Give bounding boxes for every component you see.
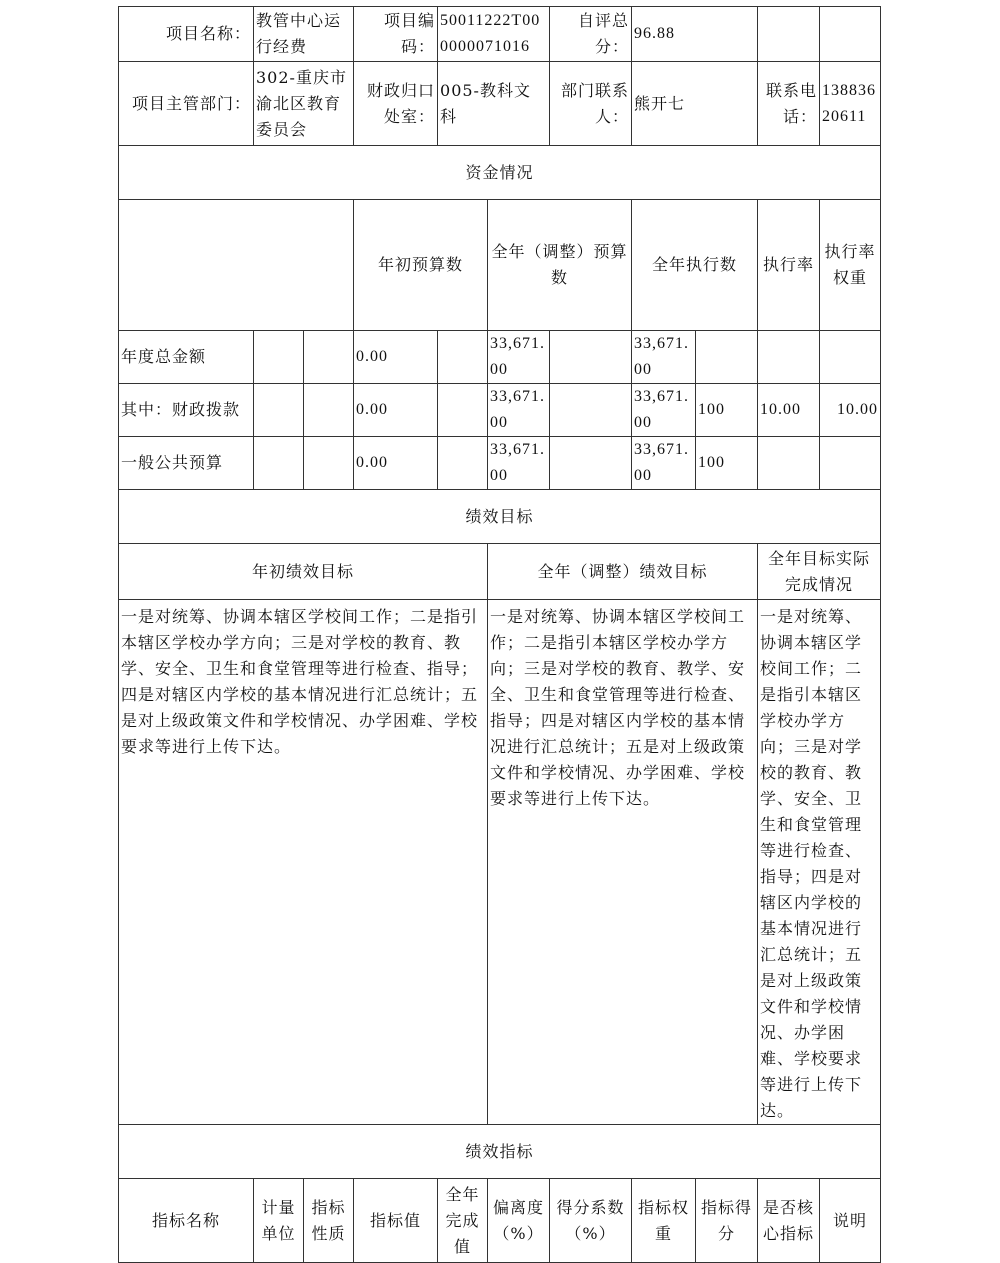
indicator-header-coefficient: 得分系数（%） [550,1179,632,1263]
info-row-1 [119,7,881,62]
funds-header-rate: 执行率 [758,200,820,331]
project-code-value: 50011222T000000071016 [438,7,550,62]
indicator-header-note: 说明 [820,1179,881,1263]
empty-cell [254,384,304,437]
performance-evaluation-form [118,6,881,1263]
goals-header-initial: 年初绩效目标 [119,544,488,600]
empty-cell [820,7,881,62]
dept-label: 项目主管部门： [119,62,254,146]
empty-cell [550,437,632,490]
goals-header-actual: 全年目标实际完成情况 [758,544,881,600]
empty-cell [438,331,488,384]
funds-executed: 33,671.00 [632,331,696,384]
indicator-header-unit: 计量单位 [254,1179,304,1263]
funds-header-row [119,200,881,331]
empty-cell [438,384,488,437]
funds-header-weight: 执行率权重 [820,200,881,331]
funds-weight [758,437,820,490]
score-label: 自评总分： [550,7,632,62]
indicator-header-core: 是否核心指标 [758,1179,820,1263]
funds-score [820,437,881,490]
project-name-value: 教管中心运行经费 [254,7,354,62]
funds-executed: 33,671.00 [632,384,696,437]
project-code-label: 项目编码： [354,7,438,62]
finance-value: 005-教科文科 [438,62,550,146]
funds-row-label: 一般公共预算 [119,437,254,490]
funds-rate: 100 [696,384,758,437]
empty-cell [438,437,488,490]
funds-section-title: 资金情况 [119,146,881,200]
indicator-header-nature: 指标性质 [304,1179,354,1263]
funds-score: 10.00 [820,384,881,437]
funds-row-label: 年度总金额 [119,331,254,384]
goals-section-title: 绩效目标 [119,490,881,544]
funds-header-executed: 全年执行数 [632,200,758,331]
goals-header-adjusted: 全年（调整）绩效目标 [488,544,758,600]
funds-adjusted: 33,671.00 [488,384,550,437]
finance-label: 财政归口处室： [354,62,438,146]
funds-header-adjusted: 全年（调整）预算数 [488,200,632,331]
contact-label: 部门联系人： [550,62,632,146]
funds-rate [696,331,758,384]
phone-value: 13883620611 [820,62,881,146]
indicator-header-score: 指标得分 [696,1179,758,1263]
indicator-header-completed: 全年完成值 [438,1179,488,1263]
funds-row [119,331,881,384]
funds-initial: 0.00 [354,331,438,384]
funds-weight [758,331,820,384]
indicators-section-title: 绩效指标 [119,1125,881,1179]
empty-cell [304,331,354,384]
goals-content-row [119,600,881,1125]
goals-adjusted-text: 一是对统筹、协调本辖区学校间工作；二是指引本辖区学校办学方向；三是对学校的教育、教学、安全、卫生和食堂管理等进行检查、指导；四是对辖区内学校的基本情况进行汇总统计；五是对上级政策文件和学校情况、办学困难、学校要求等进行上传下达。 [488,600,758,1125]
empty-cell [304,437,354,490]
funds-initial: 0.00 [354,437,438,490]
empty-cell [254,437,304,490]
indicator-header-value: 指标值 [354,1179,438,1263]
funds-weight: 10.00 [758,384,820,437]
empty-cell [304,384,354,437]
empty-cell [758,7,820,62]
funds-row [119,437,881,490]
info-row-2 [119,62,881,146]
indicator-header-name: 指标名称 [119,1179,254,1263]
indicators-header-row [119,1179,881,1263]
goals-actual-text: 一是对统筹、协调本辖区学校间工作；二是指引本辖区学校办学方向；三是对学校的教育、教学、安全、卫生和食堂管理等进行检查、指导；四是对辖区内学校的基本情况进行汇总统计；五是对上级政策文件和学校情况、办学困难、学校要求等进行上传下达。 [758,600,881,1125]
goals-initial-text: 一是对统筹、协调本辖区学校间工作；二是指引本辖区学校办学方向；三是对学校的教育、教学、安全、卫生和食堂管理等进行检查、指导；四是对辖区内学校的基本情况进行汇总统计；五是对上级政策文件和学校情况、办学困难、学校要求等进行上传下达。 [119,600,488,1125]
funds-rate: 100 [696,437,758,490]
score-value: 96.88 [632,7,758,62]
funds-row [119,384,881,437]
indicator-header-deviation: 偏离度（%） [488,1179,550,1263]
funds-row-label: 其中：财政拨款 [119,384,254,437]
funds-initial: 0.00 [354,384,438,437]
empty-cell [550,331,632,384]
empty-cell [550,384,632,437]
project-name-label: 项目名称： [119,7,254,62]
indicator-header-weight: 指标权重 [632,1179,696,1263]
funds-adjusted: 33,671.00 [488,331,550,384]
phone-label: 联系电话： [758,62,820,146]
empty-cell [119,200,354,331]
funds-adjusted: 33,671.00 [488,437,550,490]
contact-value: 熊开七 [632,62,758,146]
funds-header-initial: 年初预算数 [354,200,488,331]
funds-score [820,331,881,384]
dept-value: 302-重庆市渝北区教育委员会 [254,62,354,146]
funds-executed: 33,671.00 [632,437,696,490]
empty-cell [254,331,304,384]
goals-header-row [119,544,881,600]
